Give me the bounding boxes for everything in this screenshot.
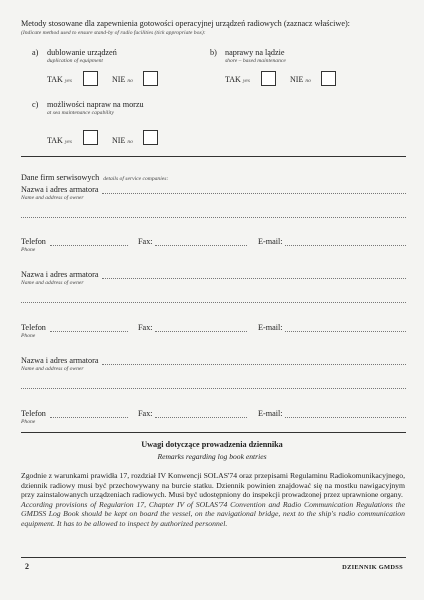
remarks-body	[21, 471, 405, 529]
remarks-title: Uwagi dotyczące prowadzenia dziennika	[141, 440, 283, 449]
phone-field-3[interactable]	[50, 417, 128, 418]
remarks-divider	[21, 432, 406, 433]
option-b-label-en: shore – based maintenance	[225, 58, 286, 64]
email-field-2[interactable]	[285, 331, 406, 332]
email-field-3[interactable]	[285, 417, 406, 418]
fax-field-2[interactable]	[155, 331, 247, 332]
phone-label-2: Telefon	[21, 323, 46, 332]
service-heading: Dane firm serwisowych details of service companies:	[21, 173, 169, 182]
owner-field-1[interactable]	[102, 193, 406, 194]
email-label-3: E-mail:	[258, 409, 283, 418]
option-a-label: dublowanie urządzeń	[47, 48, 117, 57]
address-line-1[interactable]	[21, 217, 406, 218]
address-line-3[interactable]	[21, 388, 406, 389]
methods-heading-en: (Indicate method used to ensure stand-by of radio facilities (tick appropriate box):	[21, 30, 206, 36]
book-title: DZIENNIK GMDSS	[342, 564, 403, 571]
fax-field-1[interactable]	[155, 245, 247, 246]
option-c-label: możliwości napraw na morzu	[47, 100, 144, 109]
option-b-yes-checkbox[interactable]	[261, 71, 276, 86]
option-a-label-en: duplication of equipment	[47, 58, 103, 64]
email-label-1: E-mail:	[258, 237, 283, 246]
fax-label-2: Fax:	[138, 323, 153, 332]
option-c-no-label: NIE no	[112, 136, 133, 145]
owner-label-1: Nazwa i adres armatora	[21, 185, 99, 194]
section-divider	[21, 156, 406, 157]
fax-label-1: Fax:	[138, 237, 153, 246]
owner-field-2[interactable]	[102, 278, 406, 279]
remarks-title-en: Remarks regarding log book entries	[157, 452, 267, 461]
option-b-yes-label: TAK yes	[225, 75, 250, 84]
phone-label-3: Telefon	[21, 409, 46, 418]
remarks-body-en: According provisions of Regularion 17, Chapter IV of SOLAS'74 Convention and Radio Communication Regulations the GMDSS Log Book should be kept on board the vessel, on the navigational bridge, next to the ship's radio communication equipment. It has to be allowed to inspect by authorized personnel.	[21, 499, 405, 528]
fax-label-3: Fax:	[138, 409, 153, 418]
option-a-no-label: NIE no	[112, 75, 133, 84]
address-line-2[interactable]	[21, 302, 406, 303]
email-label-2: E-mail:	[258, 323, 283, 332]
option-a-no-checkbox[interactable]	[143, 71, 158, 86]
option-a-letter: a)	[32, 48, 39, 57]
page-number: 2	[25, 562, 30, 571]
email-field-1[interactable]	[285, 245, 406, 246]
owner-label-3: Nazwa i adres armatora	[21, 356, 99, 365]
fax-field-3[interactable]	[155, 417, 247, 418]
phone-label-en-3: Phone	[21, 419, 36, 425]
option-c-letter: c)	[32, 100, 39, 109]
phone-field-1[interactable]	[50, 245, 128, 246]
option-b-no-checkbox[interactable]	[321, 71, 336, 86]
phone-label-1: Telefon	[21, 237, 46, 246]
phone-field-2[interactable]	[50, 331, 128, 332]
option-c-yes-label: TAK yes	[47, 136, 72, 145]
phone-label-en-1: Phone	[21, 247, 36, 253]
option-a-yes-label: TAK yes	[47, 75, 72, 84]
phone-label-en-2: Phone	[21, 333, 36, 339]
option-b-label: naprawy na lądzie	[225, 48, 285, 57]
option-b-no-label: NIE no	[290, 75, 311, 84]
option-b-letter: b)	[210, 48, 217, 57]
owner-label-2: Nazwa i adres armatora	[21, 270, 99, 279]
option-c-no-checkbox[interactable]	[143, 130, 158, 145]
footer-divider	[21, 557, 406, 558]
option-c-yes-checkbox[interactable]	[83, 130, 98, 145]
option-c-label-en: at sea maintenance capability	[47, 110, 114, 116]
methods-heading: Metody stosowane dla zapewnienia gotowości operacyjnej urządzeń radiowych (zaznacz właściwe):	[21, 19, 350, 28]
remarks-body-pl: Zgodnie z warunkami prawidła 17, rozdział IV Konwencji SOLAS'74 oraz przepisami Regulaminu Radiokomunikacyjnego, dziennik radiowy musi być przechowywany na burcie statku. Dziennik powinien znajdować się na mostku nawigacyjnym przy zainstalowanych urządzeniach radiowych. Musi być udostępniony do inspekcji prowadzonej przez uprawnione organy.	[21, 471, 405, 500]
owner-label-en-2: Name and address of owner	[21, 280, 84, 286]
owner-field-3[interactable]	[102, 364, 406, 365]
owner-label-en-3: Name and address of owner	[21, 366, 84, 372]
owner-label-en-1: Name and address of owner	[21, 195, 84, 201]
option-a-yes-checkbox[interactable]	[83, 71, 98, 86]
